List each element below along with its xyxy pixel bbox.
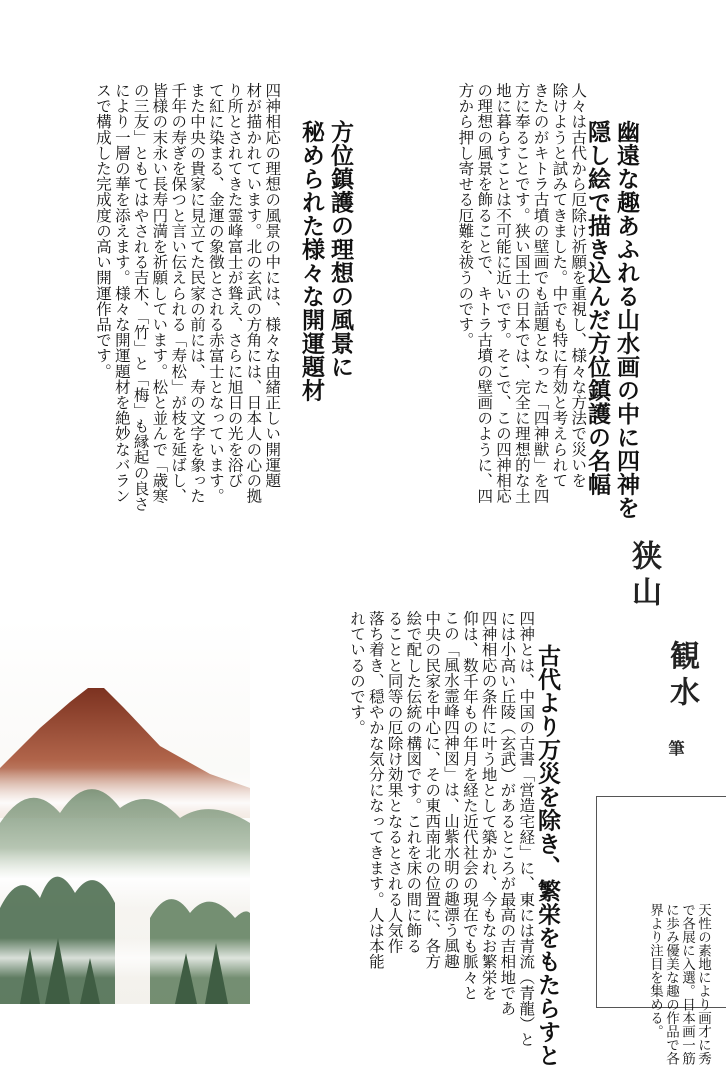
section3-body-line: 四神相応の条件に叶う地として築かれ、今もなお繁栄を bbox=[479, 610, 498, 1001]
section3-body-line: れているのです。 bbox=[348, 610, 367, 736]
artist-bio-box bbox=[596, 796, 726, 1065]
section1-body-line: 方に奉ることです。狭い国土の日本では、完全に理想的な土 bbox=[512, 82, 531, 504]
section1-body-line: 方から押し寄せる厄難を祓うのです。 bbox=[456, 82, 475, 348]
section2-body bbox=[60, 10, 300, 512]
section1-heading bbox=[584, 10, 670, 520]
artist-name-family: 狭山 bbox=[626, 540, 661, 612]
artist-bio-line: 界より注目を集める。 bbox=[647, 903, 663, 1038]
artist-name-given: 観水 bbox=[664, 640, 699, 712]
section2-body-line: また中央の貴家に見立てた民家の前には、寿の文字を象った bbox=[188, 82, 207, 504]
section2-body-line: スで構成した完成度の高い開運作品です。 bbox=[94, 82, 113, 379]
section2-heading-line-1: 方位鎮護の理想の風景に bbox=[327, 120, 354, 379]
landscape-painting bbox=[0, 618, 250, 1004]
section1-heading-line-2: 隠し絵で描き込んだ方位鎮護の名幅 bbox=[584, 120, 611, 496]
section2-body-line: 千年の寿ぎを保つと言い伝えられる「寿松」が枝を延ばし、 bbox=[169, 82, 188, 504]
section1-body-line: きたのがキトラ古墳の壁画でも話題となった「四神獣」を四 bbox=[531, 82, 550, 504]
artist-bio-text bbox=[603, 807, 727, 1065]
section3-body-line: 仰は、数千年もの年月を経た近代社会の現在でも脈々と bbox=[460, 610, 479, 1001]
section2-body-line: 皆様の末永い長寿円満を祈願しています。松と並んで「歳寒 bbox=[150, 82, 169, 504]
section1-heading-line-1: 幽遠な趣あふれる山水画の中に四神を bbox=[613, 120, 640, 520]
section1-body-line: 除けようと試みてきました。中でも特に有効と考えられて bbox=[550, 82, 569, 489]
artist-bio-line: で各展に入選。日本画一筋 bbox=[679, 903, 695, 1065]
section3-body-line: 落ち着き、穏やかな気分になってきます。人は本能 bbox=[366, 610, 385, 970]
artist-bio-line: に歩み優美な趣の作品で各 bbox=[663, 903, 679, 1065]
landscape-painting-svg bbox=[0, 618, 250, 1004]
section3-body-line: 絵で配した伝統の構図です。これを床の間に飾る bbox=[404, 610, 423, 954]
section1-body-line: の理想の風景を飾ることで、キトラ古墳の壁画のように、四 bbox=[475, 82, 494, 504]
artist-bio-line: 天性の素地により画才に秀 bbox=[695, 903, 711, 1065]
section3-heading bbox=[534, 534, 591, 1067]
section3-body-line: 四神とは、中国の古書「営造宅経」に、東には青流（青龍）と bbox=[517, 610, 536, 1048]
section3-body-line: ることと同等の厄除け効果となるとされる人気作 bbox=[385, 610, 404, 954]
section2-body-line: により一層の華を添えます。様々な開運題材を絶妙なバラン bbox=[112, 82, 131, 504]
artist-brush-mark: 筆 bbox=[666, 740, 685, 758]
section3-body-line: には小高い丘陵（玄武）があるところが最高の吉相地であ bbox=[498, 610, 517, 1017]
section1-body bbox=[436, 10, 606, 508]
section3-heading-line: 古代より万災を除き、繁栄をもたらすと bbox=[534, 644, 561, 1067]
section2-body-line: の三友」ともてはやされる吉木、「竹」と「梅」も縁起の良さ bbox=[131, 82, 150, 512]
section3-body-line: 中央の民家を中心に、その東西南北の位置に、各方 bbox=[423, 610, 442, 970]
section2-body-line: 四神相応の理想の風景の中には、様々な由緒正しい開運題 bbox=[263, 82, 282, 489]
section3-body bbox=[264, 538, 554, 1048]
section2-body-line: 材が描かれています。北の玄武の方角には、日本人の心の拠 bbox=[244, 82, 263, 504]
section2-heading bbox=[298, 10, 384, 402]
section2-body-line: り所とされてきた霊峰富士が聳え、さらに旭日の光を浴び bbox=[225, 82, 244, 489]
section1-body-line: 人々は古代から厄除け祈願を重視し、様々な方法で災いを bbox=[569, 82, 588, 489]
section2-heading-line-2: 秘められた様々な開運題材 bbox=[298, 120, 325, 402]
section2-body-line: て紅に染まる、金運の象徴とされる赤富士となっています。 bbox=[206, 82, 225, 504]
section3-body-line: この「風水霊峰四神図」は、山紫水明の趣漂う風趣 bbox=[442, 610, 461, 970]
section1-body-line: 地に暮らすことは不可能に近いです。そこで、この四神相応 bbox=[494, 82, 513, 504]
